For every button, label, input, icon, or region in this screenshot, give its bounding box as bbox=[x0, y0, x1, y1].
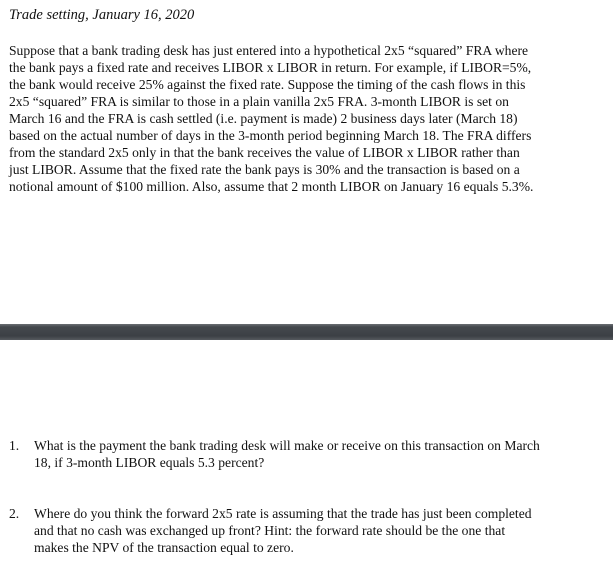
question-text bbox=[34, 437, 540, 471]
paragraph-line: March 16 and the FRA is cash settled (i.e. payment is made) 2 business days later (March 18) bbox=[9, 111, 518, 126]
paragraph-line: based on the actual number of days in the 3-month period beginning March 18. The FRA differs bbox=[9, 128, 532, 143]
question-number: 2. bbox=[9, 506, 20, 521]
question-line: and that no cash was exchanged up front? Hint: the forward rate should be the one that bbox=[34, 523, 506, 538]
question-line: Where do you think the forward 2x5 rate is assuming that the trade has just been completed bbox=[34, 506, 532, 521]
question-text bbox=[34, 505, 532, 556]
paragraph-line: from the standard 2x5 only in that the bank receives the value of LIBOR x LIBOR rather than bbox=[9, 145, 520, 160]
question-line: 18, if 3-month LIBOR equals 5.3 percent? bbox=[34, 455, 265, 470]
paragraph-line: just LIBOR. Assume that the fixed rate the bank pays is 30% and the transaction is based on a bbox=[9, 162, 520, 177]
section-divider bbox=[0, 324, 613, 340]
paragraph-line: Suppose that a bank trading desk has just entered into a hypothetical 2x5 “squared” FRA where bbox=[9, 43, 529, 58]
question-number: 1. bbox=[9, 438, 20, 453]
scenario-paragraph bbox=[9, 42, 609, 195]
paragraph-line: notional amount of $100 million. Also, assume that 2 month LIBOR on January 16 equals 5.3%. bbox=[9, 179, 534, 194]
question-line: makes the NPV of the transaction equal to zero. bbox=[34, 540, 294, 555]
paragraph-line: the bank pays a fixed rate and receives LIBOR x LIBOR in return. For example, if LIBOR=5%, bbox=[9, 60, 532, 75]
question-line: What is the payment the bank trading desk will make or receive on this transaction on March bbox=[34, 438, 540, 453]
paragraph-line: the bank would receive 25% against the fixed rate. Suppose the timing of the cash flows in this bbox=[9, 77, 526, 92]
paragraph-line: 2x5 “squared” FRA is similar to those in a plain vanilla 2x5 FRA. 3-month LIBOR is set on bbox=[9, 94, 509, 109]
page-title: Trade setting, January 16, 2020 bbox=[9, 7, 195, 23]
